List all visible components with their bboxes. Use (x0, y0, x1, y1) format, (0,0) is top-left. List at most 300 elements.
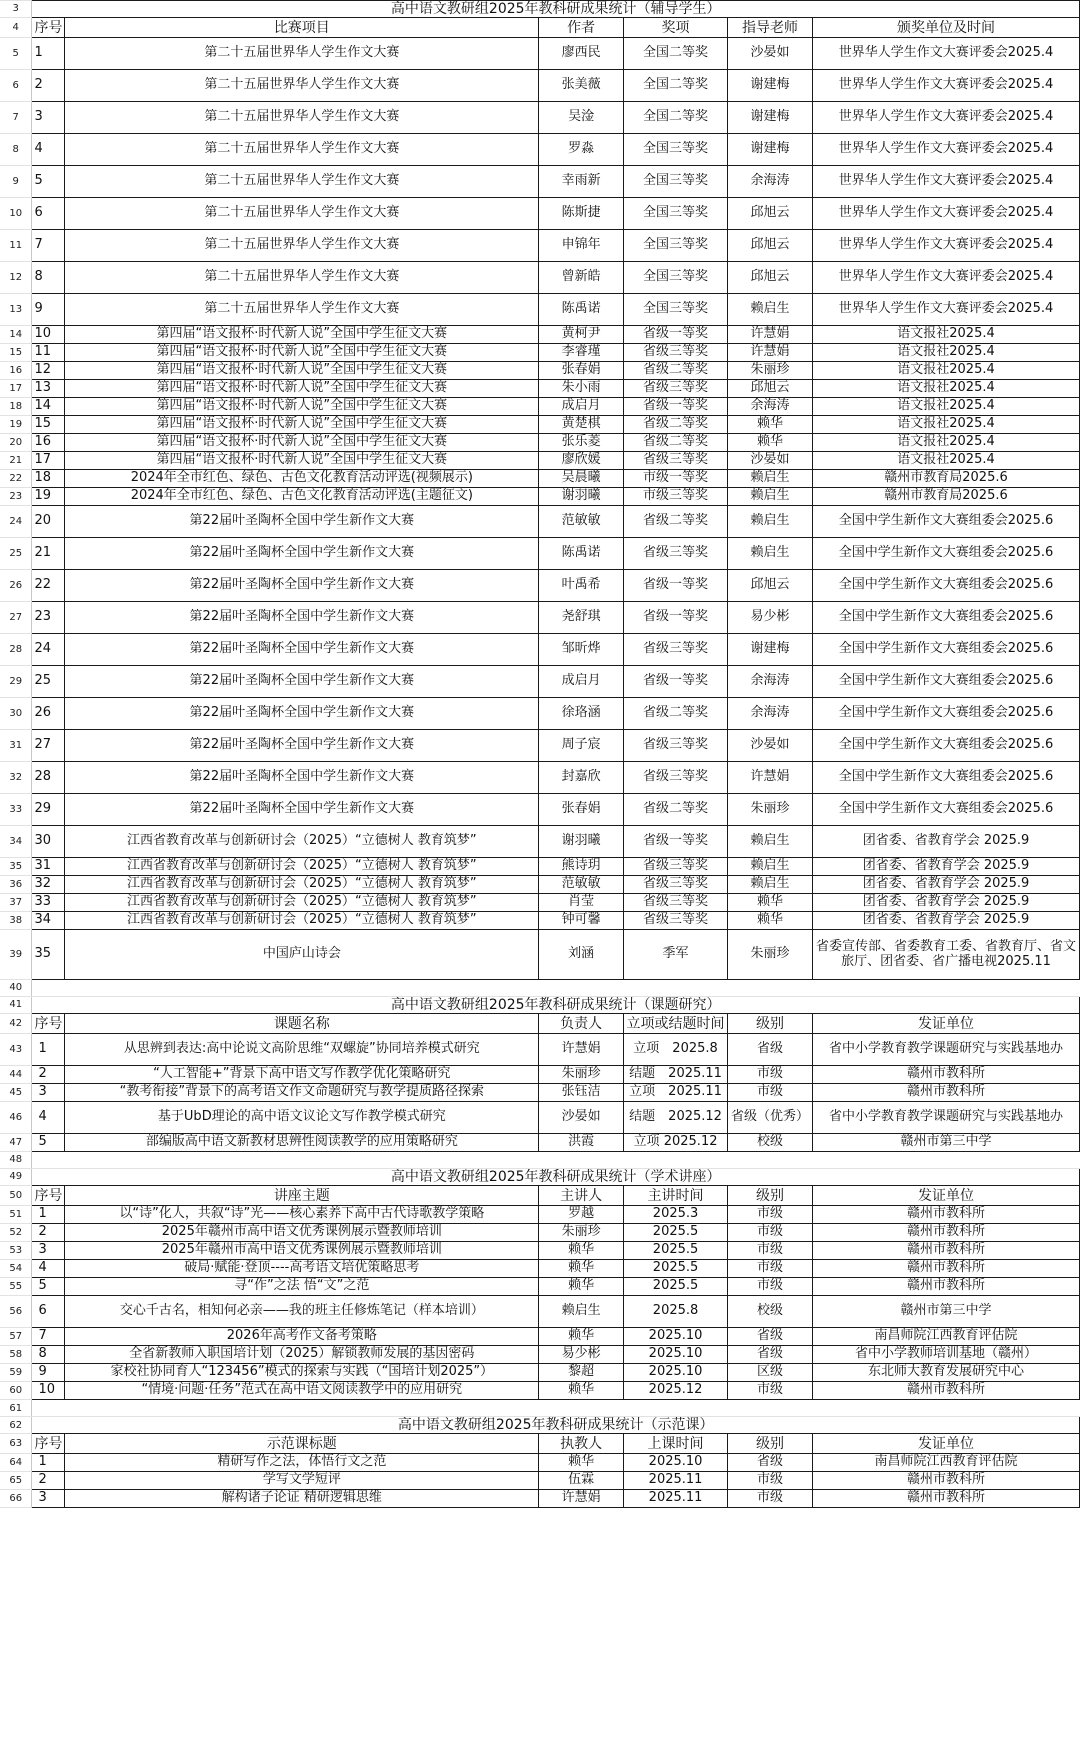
table-row[interactable] (0, 470, 1080, 488)
cell-award: 全国三等奖 (624, 230, 728, 262)
cell-issuer: 全国中学生新作文大赛组委会2025.6 (813, 794, 1080, 826)
cell-teacher: 沙晏如 (728, 452, 813, 470)
cell-award: 省级二等奖 (624, 794, 728, 826)
cell-issuer: 全国中学生新作文大赛组委会2025.6 (813, 698, 1080, 730)
row-number: 36 (0, 876, 32, 894)
cell-title: 第二十五届世界华人学生作文大赛 (65, 198, 539, 230)
header-row (0, 1186, 1080, 1206)
cell-title: 第四届“语文报杯·时代新人说”全国中学生征文大赛 (65, 344, 539, 362)
cell-issuer: 省委宣传部、省委教育工委、省教育厅、省文旅厅、团省委、省广播电视2025.11 (813, 930, 1080, 980)
column-header: 上课时间 (624, 1434, 728, 1454)
cell-title: 破局·赋能·登顶----高考语文培优策略思考 (65, 1260, 539, 1278)
cell-title: 第22届叶圣陶杯全国中学生新作文大赛 (65, 538, 539, 570)
cell-index: 2 (32, 1066, 65, 1084)
cell-person: 谢羽曦 (539, 488, 624, 506)
cell-title: 江西省教育改革与创新研讨会（2025）“立德树人 教育筑梦” (65, 858, 539, 876)
cell-award: 2025.5 (624, 1224, 728, 1242)
cell-award: 省级二等奖 (624, 434, 728, 452)
empty-cell (32, 980, 1080, 997)
table-row[interactable] (0, 398, 1080, 416)
cell-person: 申锦年 (539, 230, 624, 262)
cell-person: 黄楚棋 (539, 416, 624, 434)
row-number: 27 (0, 602, 32, 634)
cell-person: 熊诗玥 (539, 858, 624, 876)
table-row[interactable] (0, 634, 1080, 666)
cell-issuer: 世界华人学生作文大赛评委会2025.4 (813, 70, 1080, 102)
cell-title: 第22届叶圣陶杯全国中学生新作文大赛 (65, 730, 539, 762)
table-row[interactable] (0, 858, 1080, 876)
cell-person: 伍霖 (539, 1472, 624, 1490)
table-row[interactable] (0, 1224, 1080, 1242)
cell-index: 26 (32, 698, 65, 730)
table-row[interactable] (0, 1066, 1080, 1084)
cell-teacher: 余海涛 (728, 698, 813, 730)
cell-index: 11 (32, 344, 65, 362)
cell-person: 赖华 (539, 1382, 624, 1400)
cell-index: 20 (32, 506, 65, 538)
table-row[interactable] (0, 1206, 1080, 1224)
cell-title: 第二十五届世界华人学生作文大赛 (65, 294, 539, 326)
cell-issuer: 东北师大教育发展研究中心 (813, 1364, 1080, 1382)
column-header: 作者 (539, 18, 624, 38)
table-row[interactable] (0, 1472, 1080, 1490)
cell-person: 罗越 (539, 1206, 624, 1224)
row-number: 65 (0, 1472, 32, 1490)
cell-issuer: 赣州市教科所 (813, 1066, 1080, 1084)
cell-title: 2026年高考作文备考策略 (65, 1328, 539, 1346)
table-row[interactable] (0, 1346, 1080, 1364)
table-row[interactable] (0, 1134, 1080, 1152)
column-header: 指导老师 (728, 18, 813, 38)
table-row[interactable] (0, 666, 1080, 698)
cell-person: 罗淼 (539, 134, 624, 166)
cell-teacher: 谢建梅 (728, 102, 813, 134)
cell-issuer: 语文报社2025.4 (813, 416, 1080, 434)
cell-index: 18 (32, 470, 65, 488)
cell-award: 结题 2025.11 (624, 1066, 728, 1084)
cell-issuer: 语文报社2025.4 (813, 344, 1080, 362)
row-number: 30 (0, 698, 32, 730)
cell-title: “情境·问题·任务”范式在高中语文阅读教学中的应用研究 (65, 1382, 539, 1400)
cell-issuer: 语文报社2025.4 (813, 398, 1080, 416)
cell-index: 1 (32, 1454, 65, 1472)
cell-title: “人工智能+”背景下高中语文写作教学优化策略研究 (65, 1066, 539, 1084)
table-row[interactable] (0, 452, 1080, 470)
table-row[interactable] (0, 1278, 1080, 1296)
cell-index: 2 (32, 70, 65, 102)
empty-cell (32, 1152, 1080, 1169)
table-row[interactable] (0, 262, 1080, 294)
cell-title: 从思辨到表达:高中论说文高阶思维“双螺旋”协同培养模式研究 (65, 1034, 539, 1066)
row-number: 20 (0, 434, 32, 452)
column-header: 序号 (32, 1014, 65, 1034)
cell-issuer: 全国中学生新作文大赛组委会2025.6 (813, 506, 1080, 538)
cell-index: 5 (32, 1278, 65, 1296)
cell-title: 基于UbD理论的高中语文议论文写作教学模式研究 (65, 1102, 539, 1134)
cell-issuer: 世界华人学生作文大赛评委会2025.4 (813, 198, 1080, 230)
cell-award: 省级一等奖 (624, 326, 728, 344)
cell-title: 全省新教师入职国培计划（2025）解锁教师发展的基因密码 (65, 1346, 539, 1364)
cell-index: 7 (32, 1328, 65, 1346)
cell-index: 21 (32, 538, 65, 570)
section-title: 高中语文教研组2025年教科研成果统计（示范课） (32, 1417, 1080, 1434)
table-row[interactable] (0, 894, 1080, 912)
cell-teacher: 市级 (728, 1242, 813, 1260)
cell-index: 3 (32, 102, 65, 134)
cell-teacher: 邱旭云 (728, 570, 813, 602)
table-row[interactable] (0, 1296, 1080, 1328)
cell-title: 2025年赣州市高中语文优秀课例展示暨教师培训 (65, 1242, 539, 1260)
cell-teacher: 校级 (728, 1134, 813, 1152)
row-number: 7 (0, 102, 32, 134)
section-title-row (0, 1417, 1080, 1434)
row-number: 50 (0, 1186, 32, 1206)
cell-award: 省级二等奖 (624, 416, 728, 434)
cell-person: 许慧娟 (539, 1490, 624, 1508)
cell-person: 邹昕烨 (539, 634, 624, 666)
table-row[interactable] (0, 912, 1080, 930)
cell-person: 范敏敏 (539, 506, 624, 538)
row-number: 9 (0, 166, 32, 198)
table-row[interactable] (0, 1084, 1080, 1102)
cell-index: 35 (32, 930, 65, 980)
cell-index: 17 (32, 452, 65, 470)
cell-teacher: 市级 (728, 1382, 813, 1400)
cell-issuer: 赣州市第三中学 (813, 1134, 1080, 1152)
cell-teacher: 赖启生 (728, 538, 813, 570)
row-number: 47 (0, 1134, 32, 1152)
cell-index: 6 (32, 198, 65, 230)
column-header: 级别 (728, 1186, 813, 1206)
cell-person: 李睿瑾 (539, 344, 624, 362)
cell-person: 谢羽曦 (539, 826, 624, 858)
row-number: 23 (0, 488, 32, 506)
table-row[interactable] (0, 794, 1080, 826)
row-number: 49 (0, 1169, 32, 1186)
cell-index: 29 (32, 794, 65, 826)
cell-issuer: 全国中学生新作文大赛组委会2025.6 (813, 634, 1080, 666)
cell-person: 易少彬 (539, 1346, 624, 1364)
cell-index: 15 (32, 416, 65, 434)
cell-index: 8 (32, 1346, 65, 1364)
cell-teacher: 市级 (728, 1472, 813, 1490)
table-row[interactable] (0, 506, 1080, 538)
cell-issuer: 团省委、省教育学会 2025.9 (813, 912, 1080, 930)
cell-index: 8 (32, 262, 65, 294)
cell-award: 省级三等奖 (624, 858, 728, 876)
table-row[interactable] (0, 1364, 1080, 1382)
row-number: 34 (0, 826, 32, 858)
cell-title: 第四届“语文报杯·时代新人说”全国中学生征文大赛 (65, 452, 539, 470)
table-row[interactable] (0, 434, 1080, 452)
row-number: 51 (0, 1206, 32, 1224)
table-row[interactable] (0, 294, 1080, 326)
cell-title: 第二十五届世界华人学生作文大赛 (65, 230, 539, 262)
cell-teacher: 谢建梅 (728, 134, 813, 166)
cell-title: 解构诸子论证 精研逻辑思维 (65, 1490, 539, 1508)
cell-award: 结题 2025.12 (624, 1102, 728, 1134)
cell-award: 省级三等奖 (624, 452, 728, 470)
table-row[interactable] (0, 134, 1080, 166)
row-number: 53 (0, 1242, 32, 1260)
row-number: 28 (0, 634, 32, 666)
cell-person: 吴晨曦 (539, 470, 624, 488)
table-row[interactable] (0, 698, 1080, 730)
cell-person: 陈禹诺 (539, 538, 624, 570)
table-row[interactable] (0, 70, 1080, 102)
row-number: 56 (0, 1296, 32, 1328)
table-row[interactable] (0, 930, 1080, 980)
cell-issuer: 全国中学生新作文大赛组委会2025.6 (813, 602, 1080, 634)
cell-person: 黄柯尹 (539, 326, 624, 344)
table-row[interactable] (0, 326, 1080, 344)
cell-title: 寻“作”之法 悟“文”之范 (65, 1278, 539, 1296)
row-number: 39 (0, 930, 32, 980)
row-number: 6 (0, 70, 32, 102)
cell-index: 27 (32, 730, 65, 762)
cell-issuer: 全国中学生新作文大赛组委会2025.6 (813, 538, 1080, 570)
table-row[interactable] (0, 1034, 1080, 1066)
section-title-row (0, 1169, 1080, 1186)
row-number: 35 (0, 858, 32, 876)
section-title-row (0, 1, 1080, 18)
cell-teacher: 省级 (728, 1346, 813, 1364)
table-row[interactable] (0, 488, 1080, 506)
cell-issuer: 赣州市教育局2025.6 (813, 488, 1080, 506)
cell-teacher: 省级 (728, 1034, 813, 1066)
cell-teacher: 谢建梅 (728, 70, 813, 102)
table-row[interactable] (0, 876, 1080, 894)
table-row[interactable] (0, 380, 1080, 398)
cell-person: 钟可馨 (539, 912, 624, 930)
cell-teacher: 余海涛 (728, 666, 813, 698)
table-row[interactable] (0, 1242, 1080, 1260)
cell-award: 2025.12 (624, 1382, 728, 1400)
column-header: 发证单位 (813, 1014, 1080, 1034)
table-row[interactable] (0, 538, 1080, 570)
cell-award: 市级三等奖 (624, 488, 728, 506)
cell-title: 第二十五届世界华人学生作文大赛 (65, 262, 539, 294)
row-number: 41 (0, 997, 32, 1014)
cell-teacher: 赖华 (728, 912, 813, 930)
cell-award: 2025.10 (624, 1328, 728, 1346)
cell-issuer: 赣州市教育局2025.6 (813, 470, 1080, 488)
table-row[interactable] (0, 762, 1080, 794)
cell-teacher: 赖启生 (728, 294, 813, 326)
cell-index: 4 (32, 1260, 65, 1278)
row-number: 64 (0, 1454, 32, 1472)
section-title: 高中语文教研组2025年教科研成果统计（学术讲座） (32, 1169, 1080, 1186)
cell-index: 3 (32, 1084, 65, 1102)
cell-award: 省级一等奖 (624, 826, 728, 858)
table-row[interactable] (0, 826, 1080, 858)
cell-title: 第22届叶圣陶杯全国中学生新作文大赛 (65, 762, 539, 794)
row-number: 12 (0, 262, 32, 294)
cell-issuer: 赣州市第三中学 (813, 1296, 1080, 1328)
cell-award: 全国三等奖 (624, 166, 728, 198)
cell-index: 5 (32, 166, 65, 198)
cell-person: 张钰洁 (539, 1084, 624, 1102)
cell-award: 2025.10 (624, 1454, 728, 1472)
cell-index: 19 (32, 488, 65, 506)
cell-title: 中国庐山诗会 (65, 930, 539, 980)
cell-teacher: 沙晏如 (728, 730, 813, 762)
cell-award: 立项 2025.8 (624, 1034, 728, 1066)
cell-award: 省级一等奖 (624, 398, 728, 416)
cell-person: 成启月 (539, 398, 624, 416)
cell-person: 周子宸 (539, 730, 624, 762)
cell-title: 精研写作之法，体悟行文之范 (65, 1454, 539, 1472)
cell-teacher: 赖华 (728, 434, 813, 452)
cell-award: 省级三等奖 (624, 912, 728, 930)
column-header: 颁奖单位及时间 (813, 18, 1080, 38)
table-row[interactable] (0, 344, 1080, 362)
cell-title: 江西省教育改革与创新研讨会（2025）“立德树人 教育筑梦” (65, 876, 539, 894)
cell-award: 省级三等奖 (624, 344, 728, 362)
row-number: 60 (0, 1382, 32, 1400)
row-number: 19 (0, 416, 32, 434)
cell-teacher: 余海涛 (728, 398, 813, 416)
cell-teacher: 易少彬 (728, 602, 813, 634)
cell-person: 封嘉欣 (539, 762, 624, 794)
cell-index: 10 (32, 1382, 65, 1400)
cell-issuer: 世界华人学生作文大赛评委会2025.4 (813, 38, 1080, 70)
table-row[interactable] (0, 1102, 1080, 1134)
cell-person: 朱丽珍 (539, 1224, 624, 1242)
table-row[interactable] (0, 1454, 1080, 1472)
cell-teacher: 市级 (728, 1224, 813, 1242)
cell-teacher: 市级 (728, 1206, 813, 1224)
row-number: 10 (0, 198, 32, 230)
cell-title: 第四届“语文报杯·时代新人说”全国中学生征文大赛 (65, 434, 539, 452)
cell-person: 廖欣媛 (539, 452, 624, 470)
table-row[interactable] (0, 166, 1080, 198)
cell-person: 黎超 (539, 1364, 624, 1382)
cell-teacher: 邱旭云 (728, 262, 813, 294)
cell-index: 4 (32, 1102, 65, 1134)
table-row[interactable] (0, 1260, 1080, 1278)
row-number: 25 (0, 538, 32, 570)
row-number: 33 (0, 794, 32, 826)
cell-issuer: 团省委、省教育学会 2025.9 (813, 894, 1080, 912)
cell-issuer: 全国中学生新作文大赛组委会2025.6 (813, 666, 1080, 698)
cell-title: 以“诗”化人，共叙“诗”光——核心素养下高中古代诗歌教学策略 (65, 1206, 539, 1224)
table-row[interactable] (0, 362, 1080, 380)
cell-award: 省级二等奖 (624, 698, 728, 730)
cell-award: 2025.3 (624, 1206, 728, 1224)
row-number: 24 (0, 506, 32, 538)
column-header: 示范课标题 (65, 1434, 539, 1454)
cell-title: 第二十五届世界华人学生作文大赛 (65, 134, 539, 166)
cell-title: 江西省教育改革与创新研讨会（2025）“立德树人 教育筑梦” (65, 912, 539, 930)
row-number: 58 (0, 1346, 32, 1364)
cell-index: 28 (32, 762, 65, 794)
cell-title: 第22届叶圣陶杯全国中学生新作文大赛 (65, 666, 539, 698)
column-header: 比赛项目 (65, 18, 539, 38)
cell-index: 1 (32, 1034, 65, 1066)
cell-title: 第二十五届世界华人学生作文大赛 (65, 102, 539, 134)
cell-issuer: 赣州市教科所 (813, 1224, 1080, 1242)
table-row[interactable] (0, 730, 1080, 762)
cell-award: 2025.11 (624, 1472, 728, 1490)
cell-index: 12 (32, 362, 65, 380)
cell-index: 24 (32, 634, 65, 666)
cell-person: 叶禹希 (539, 570, 624, 602)
cell-person: 张春娟 (539, 362, 624, 380)
cell-teacher: 朱丽珍 (728, 930, 813, 980)
table-row[interactable] (0, 198, 1080, 230)
cell-award: 省级二等奖 (624, 362, 728, 380)
cell-title: 第四届“语文报杯·时代新人说”全国中学生征文大赛 (65, 326, 539, 344)
row-number: 52 (0, 1224, 32, 1242)
cell-person: 张春娟 (539, 794, 624, 826)
cell-person: 许慧娟 (539, 1034, 624, 1066)
cell-person: 赖华 (539, 1454, 624, 1472)
table-row[interactable] (0, 1382, 1080, 1400)
table-row[interactable] (0, 230, 1080, 262)
column-header: 讲座主题 (65, 1186, 539, 1206)
table-row[interactable] (0, 102, 1080, 134)
table-row[interactable] (0, 38, 1080, 70)
cell-teacher: 许慧娟 (728, 762, 813, 794)
table-row[interactable] (0, 416, 1080, 434)
cell-person: 范敏敏 (539, 876, 624, 894)
cell-award: 全国三等奖 (624, 134, 728, 166)
cell-issuer: 省中小学教师培训基地（赣州） (813, 1346, 1080, 1364)
cell-issuer: 赣州市教科所 (813, 1242, 1080, 1260)
header-row (0, 1434, 1080, 1454)
column-header: 执教人 (539, 1434, 624, 1454)
cell-index: 23 (32, 602, 65, 634)
cell-teacher: 市级 (728, 1084, 813, 1102)
cell-issuer: 语文报社2025.4 (813, 362, 1080, 380)
cell-index: 5 (32, 1134, 65, 1152)
cell-index: 2 (32, 1472, 65, 1490)
cell-title: 2024年全市红色、绿色、古色文化教育活动评选(主题征文) (65, 488, 539, 506)
cell-index: 14 (32, 398, 65, 416)
cell-teacher: 邱旭云 (728, 198, 813, 230)
cell-index: 7 (32, 230, 65, 262)
cell-title: 2024年全市红色、绿色、古色文化教育活动评选(视频展示) (65, 470, 539, 488)
cell-issuer: 语文报社2025.4 (813, 326, 1080, 344)
table-row[interactable] (0, 570, 1080, 602)
column-header: 主讲时间 (624, 1186, 728, 1206)
row-number: 5 (0, 38, 32, 70)
cell-index: 4 (32, 134, 65, 166)
cell-person: 洪霞 (539, 1134, 624, 1152)
column-header: 奖项 (624, 18, 728, 38)
cell-teacher: 余海涛 (728, 166, 813, 198)
column-header: 序号 (32, 18, 65, 38)
cell-index: 3 (32, 1490, 65, 1508)
cell-issuer: 赣州市教科所 (813, 1382, 1080, 1400)
table-row[interactable] (0, 1328, 1080, 1346)
cell-issuer: 语文报社2025.4 (813, 380, 1080, 398)
table-row[interactable] (0, 1490, 1080, 1508)
cell-award: 省级一等奖 (624, 602, 728, 634)
cell-index: 33 (32, 894, 65, 912)
cell-issuer: 赣州市教科所 (813, 1260, 1080, 1278)
cell-person: 赖华 (539, 1278, 624, 1296)
cell-person: 张乐菱 (539, 434, 624, 452)
row-number: 14 (0, 326, 32, 344)
cell-person: 陈禹诺 (539, 294, 624, 326)
cell-title: 江西省教育改革与创新研讨会（2025）“立德树人 教育筑梦” (65, 894, 539, 912)
cell-title: 第22届叶圣陶杯全国中学生新作文大赛 (65, 570, 539, 602)
table-row[interactable] (0, 602, 1080, 634)
cell-title: 第四届“语文报杯·时代新人说”全国中学生征文大赛 (65, 380, 539, 398)
cell-person: 朱小雨 (539, 380, 624, 398)
